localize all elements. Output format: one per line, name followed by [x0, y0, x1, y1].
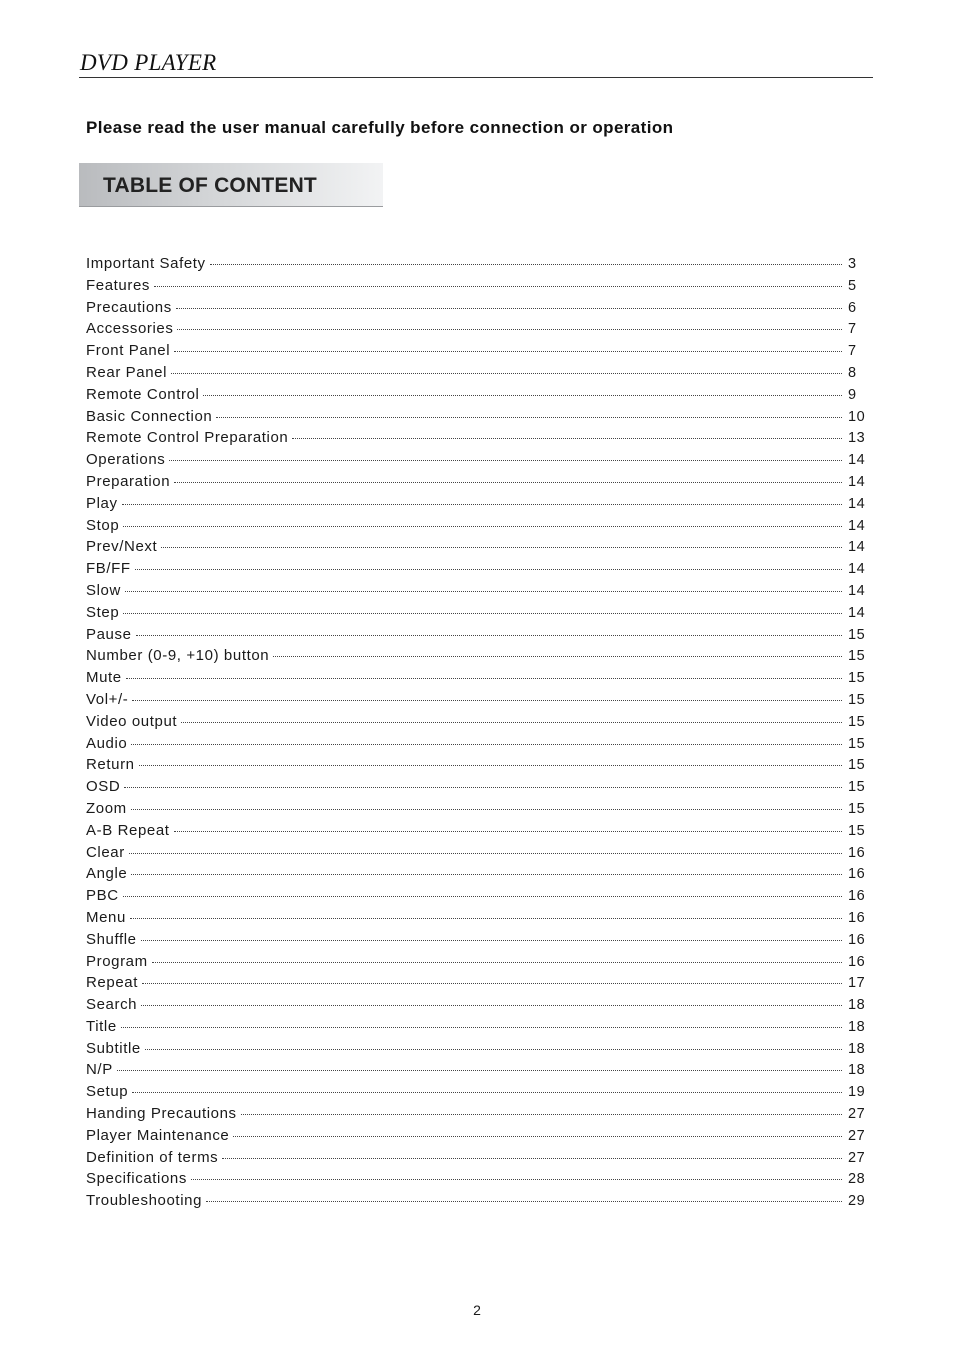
toc-entry[interactable] — [86, 1149, 872, 1171]
toc-entry-title: Operations — [86, 451, 166, 469]
toc-entry-page: 5 — [848, 277, 857, 294]
toc-entry[interactable] — [86, 320, 872, 342]
toc-entry-title: Mute — [86, 669, 122, 687]
toc-entry-title: Front Panel — [86, 342, 171, 360]
toc-list — [86, 255, 872, 1214]
toc-entry-page: 29 — [848, 1193, 866, 1210]
toc-entry[interactable] — [86, 953, 872, 975]
toc-entry[interactable] — [86, 735, 872, 757]
dotted-leader — [124, 787, 842, 788]
toc-entry-page: 16 — [848, 866, 866, 883]
toc-entry-title: Troubleshooting — [86, 1192, 203, 1210]
toc-entry[interactable] — [86, 560, 872, 582]
toc-entry[interactable] — [86, 844, 872, 866]
toc-entry-title: Video output — [86, 712, 178, 730]
toc-entry[interactable] — [86, 756, 872, 778]
toc-entry[interactable] — [86, 364, 872, 386]
dotted-leader — [141, 1005, 842, 1006]
toc-entry-page: 6 — [848, 299, 857, 316]
dotted-leader — [171, 373, 842, 374]
toc-entry-title: Slow — [86, 581, 121, 599]
toc-entry-title: Search — [86, 996, 138, 1014]
toc-entry-title: Angle — [86, 865, 128, 883]
dotted-leader — [154, 286, 842, 287]
toc-entry[interactable] — [86, 451, 872, 473]
toc-entry-title: Title — [86, 1017, 117, 1035]
toc-entry-page: 14 — [848, 561, 866, 578]
dotted-leader — [123, 526, 842, 527]
toc-entry-title: Stop — [86, 516, 120, 534]
toc-entry[interactable] — [86, 1170, 872, 1192]
toc-entry-title: Clear — [86, 843, 125, 861]
toc-entry-title: Preparation — [86, 472, 171, 490]
dotted-leader — [206, 1201, 842, 1202]
toc-entry-page: 15 — [848, 735, 866, 752]
toc-entry-title: Return — [86, 756, 135, 774]
toc-entry-page: 16 — [848, 931, 866, 948]
dotted-leader — [141, 940, 842, 941]
toc-entry[interactable] — [86, 495, 872, 517]
toc-entry-page: 18 — [848, 997, 866, 1014]
toc-entry-title: Program — [86, 952, 148, 970]
toc-entry-page: 16 — [848, 844, 866, 861]
toc-entry-title: Features — [86, 276, 150, 294]
toc-entry[interactable] — [86, 647, 872, 669]
toc-entry[interactable] — [86, 996, 872, 1018]
toc-entry[interactable] — [86, 1127, 872, 1149]
toc-entry-page: 16 — [848, 888, 866, 905]
dotted-leader — [139, 765, 842, 766]
dotted-leader — [216, 417, 842, 418]
dotted-leader — [132, 700, 842, 701]
toc-entry-title: Specifications — [86, 1170, 187, 1188]
toc-entry[interactable] — [86, 931, 872, 953]
dotted-leader — [174, 482, 842, 483]
toc-entry[interactable] — [86, 626, 872, 648]
toc-entry[interactable] — [86, 1192, 872, 1214]
toc-entry-page: 3 — [848, 256, 857, 272]
toc-entry[interactable] — [86, 691, 872, 713]
toc-entry-page: 13 — [848, 430, 866, 447]
toc-heading: TABLE OF CONTENT — [103, 174, 317, 197]
toc-entry-title: Pause — [86, 625, 132, 643]
dotted-leader — [174, 351, 842, 352]
dotted-leader — [123, 896, 842, 897]
toc-entry-page: 27 — [848, 1127, 866, 1144]
dotted-leader — [126, 678, 842, 679]
toc-entry[interactable] — [86, 669, 872, 691]
dotted-leader — [181, 722, 842, 723]
dotted-leader — [131, 744, 842, 745]
toc-entry[interactable] — [86, 778, 872, 800]
toc-entry[interactable] — [86, 713, 872, 735]
toc-entry-title: Menu — [86, 908, 126, 926]
header-divider — [79, 77, 873, 78]
dotted-leader — [292, 438, 842, 439]
toc-entry-page: 15 — [848, 713, 866, 730]
dotted-leader — [125, 591, 842, 592]
toc-entry[interactable] — [86, 538, 872, 560]
toc-entry-page: 15 — [848, 670, 866, 687]
read-manual-notice: Please read the user manual carefully before connection or operation — [86, 118, 674, 137]
toc-entry-page: 15 — [848, 648, 866, 665]
toc-entry-title: Play — [86, 494, 118, 512]
dotted-leader — [117, 1070, 842, 1071]
toc-entry-page: 18 — [848, 1018, 866, 1035]
toc-entry-page: 15 — [848, 691, 866, 708]
dotted-leader — [122, 504, 842, 505]
toc-entry-title: A-B Repeat — [86, 821, 170, 839]
dotted-leader — [169, 460, 842, 461]
page-header-title: DVD PLAYER — [80, 50, 217, 75]
toc-entry[interactable] — [86, 1018, 872, 1040]
toc-entry-page: 14 — [848, 604, 866, 621]
dotted-leader — [145, 1049, 842, 1050]
page-number: 2 — [473, 1302, 481, 1318]
toc-entry-page: 27 — [848, 1106, 866, 1123]
dotted-leader — [123, 613, 842, 614]
toc-entry-page: 14 — [848, 452, 866, 469]
dotted-leader — [121, 1027, 842, 1028]
toc-entry-page: 9 — [848, 386, 857, 403]
dotted-leader — [210, 264, 842, 265]
toc-entry-page: 10 — [848, 408, 866, 425]
toc-entry-title: Accessories — [86, 320, 174, 338]
dotted-leader — [152, 962, 842, 963]
toc-entry-page: 15 — [848, 822, 866, 839]
toc-entry[interactable] — [86, 822, 872, 844]
toc-entry-title: Prev/Next — [86, 538, 158, 556]
dotted-leader — [177, 329, 842, 330]
toc-entry-page: 14 — [848, 495, 866, 512]
toc-entry-page: 19 — [848, 1084, 866, 1101]
toc-entry[interactable] — [86, 277, 872, 299]
dotted-leader — [132, 1092, 842, 1093]
toc-entry-page: 15 — [848, 757, 866, 774]
toc-entry-page: 14 — [848, 539, 866, 556]
toc-entry[interactable] — [86, 1105, 872, 1127]
dotted-leader — [131, 874, 842, 875]
toc-entry-page: 14 — [848, 517, 866, 534]
toc-entry-title: Handing Precautions — [86, 1105, 237, 1123]
toc-entry-page: 14 — [848, 473, 866, 490]
toc-entry[interactable] — [86, 299, 872, 321]
toc-entry-title: Important Safety — [86, 255, 206, 272]
toc-entry[interactable] — [86, 582, 872, 604]
toc-entry-title: Remote Control — [86, 385, 200, 403]
dotted-leader — [174, 831, 842, 832]
toc-entry-title: Remote Control Preparation — [86, 429, 289, 447]
dotted-leader — [203, 395, 842, 396]
toc-entry-title: N/P — [86, 1061, 113, 1079]
dotted-leader — [136, 635, 842, 636]
toc-entry[interactable] — [86, 909, 872, 931]
toc-entry-page: 7 — [848, 343, 857, 360]
toc-entry[interactable] — [86, 386, 872, 408]
dotted-leader — [130, 918, 842, 919]
toc-entry-page: 15 — [848, 800, 866, 817]
toc-entry-title: Vol+/- — [86, 690, 129, 708]
toc-entry-title: Setup — [86, 1083, 129, 1101]
dotted-leader — [241, 1114, 842, 1115]
dotted-leader — [233, 1136, 842, 1137]
toc-entry[interactable] — [86, 342, 872, 364]
dotted-leader — [273, 656, 842, 657]
toc-entry-title: Subtitle — [86, 1039, 141, 1057]
toc-entry-title: Audio — [86, 734, 128, 752]
toc-entry-title: Step — [86, 603, 120, 621]
toc-entry-page: 17 — [848, 975, 866, 992]
toc-entry-title: Repeat — [86, 974, 138, 992]
toc-entry[interactable] — [86, 429, 872, 451]
dotted-leader — [135, 569, 842, 570]
toc-entry[interactable] — [86, 887, 872, 909]
dotted-leader — [222, 1158, 842, 1159]
dotted-leader — [142, 983, 842, 984]
toc-entry[interactable] — [86, 974, 872, 996]
toc-heading-banner — [79, 163, 383, 207]
toc-entry-page: 8 — [848, 364, 857, 381]
dotted-leader — [161, 547, 842, 548]
toc-entry-page: 18 — [848, 1062, 866, 1079]
toc-entry-page: 27 — [848, 1149, 866, 1166]
toc-entry[interactable] — [86, 1040, 872, 1062]
toc-entry-page: 15 — [848, 779, 866, 796]
toc-entry-title: Zoom — [86, 799, 127, 817]
toc-entry-page: 15 — [848, 626, 866, 643]
dotted-leader — [191, 1179, 842, 1180]
toc-entry-page: 28 — [848, 1171, 866, 1188]
toc-entry-title: Shuffle — [86, 930, 137, 948]
toc-entry[interactable] — [86, 800, 872, 822]
toc-entry[interactable] — [86, 1083, 872, 1105]
toc-entry[interactable] — [86, 517, 872, 539]
toc-entry-title: OSD — [86, 778, 121, 796]
toc-entry[interactable] — [86, 865, 872, 887]
toc-entry-title: Precautions — [86, 298, 172, 316]
toc-entry[interactable] — [86, 473, 872, 495]
toc-entry-page: 7 — [848, 321, 857, 338]
toc-entry[interactable] — [86, 1061, 872, 1083]
dotted-leader — [131, 809, 842, 810]
toc-entry-page: 16 — [848, 953, 866, 970]
toc-entry-title: Basic Connection — [86, 407, 213, 425]
toc-entry-title: PBC — [86, 887, 119, 905]
toc-entry-title: Player Maintenance — [86, 1126, 230, 1144]
toc-entry-page: 18 — [848, 1040, 866, 1057]
toc-entry[interactable] — [86, 604, 872, 626]
toc-entry-page: 14 — [848, 582, 866, 599]
toc-entry-title: FB/FF — [86, 560, 131, 578]
toc-entry[interactable] — [86, 255, 872, 277]
dotted-leader — [129, 853, 842, 854]
toc-entry-title: Rear Panel — [86, 363, 168, 381]
toc-entry-page: 16 — [848, 909, 866, 926]
toc-entry[interactable] — [86, 408, 872, 430]
dotted-leader — [176, 308, 842, 309]
toc-entry-title: Number (0-9, +10) button — [86, 647, 270, 665]
toc-entry-title: Definition of terms — [86, 1148, 219, 1166]
